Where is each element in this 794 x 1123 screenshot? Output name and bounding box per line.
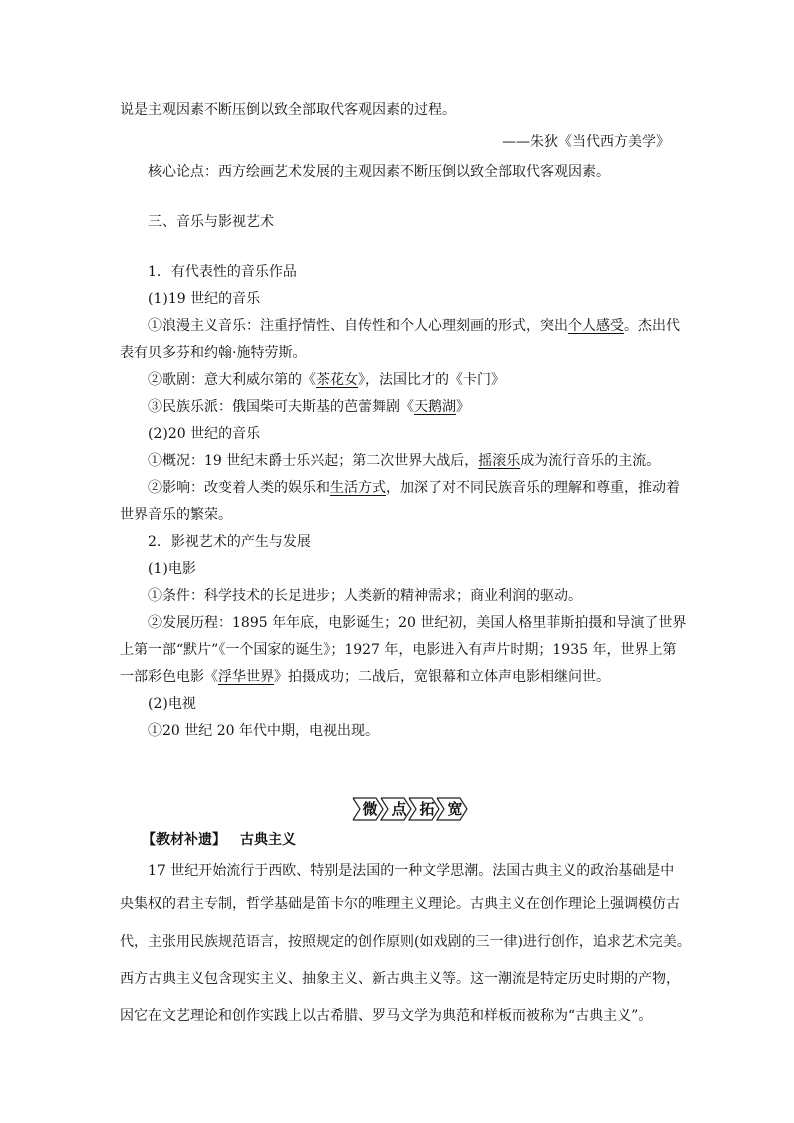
- supplement-line-3: 代，主张用民族规范语言，按照规定的创作原则(如戏剧的三一律)进行创作，追求艺术完美。: [120, 934, 691, 950]
- opera-text: ②歌剧：意大利威尔第的《: [148, 372, 316, 388]
- romantic-line: [148, 316, 680, 336]
- banner-char-4: 宽: [447, 800, 463, 818]
- overview-line: [148, 451, 660, 471]
- opera-key-term: 茶花女: [316, 372, 358, 388]
- national-line: [148, 397, 470, 417]
- movie-conditions: ①条件：科学技术的长足进步；人类新的精神需求；商业利润的驱动。: [148, 588, 582, 604]
- continuation-text: 说是主观因素不断压倒以致全部取代客观因素的过程。: [120, 102, 456, 118]
- national-text-end: 》: [456, 399, 470, 415]
- supplement-label: 【教材补遗】: [142, 832, 226, 848]
- movie-history-line-2: 上第一部“默片”《一个国家的诞生》；1927 年，电影进入有声片时期；1935 年，世界上第: [120, 642, 677, 658]
- tv-line: ①20 世纪 20 年代中期，电视出现。: [148, 723, 379, 739]
- supplement-line-1: 17 世纪开始流行于西欧、特别是法国的一种文学思潮。法国古典主义的政治基础是中: [148, 863, 675, 879]
- c19-heading: (1)19 世纪的音乐: [148, 291, 261, 307]
- impact-line-2: 世界音乐的繁荣。: [120, 507, 232, 523]
- attribution: ——朱狄《当代西方美学》: [502, 134, 670, 150]
- c20-heading: (2)20 世纪的音乐: [148, 426, 261, 442]
- section-heading: 三、音乐与影视艺术: [148, 214, 274, 230]
- section-banner: [352, 796, 470, 822]
- movie-history-line-1: ②发展历程：1895 年年底，电影诞生；20 世纪初，美国人格里菲斯拍摄和导演了世界: [148, 615, 687, 631]
- romantic-text: ①浪漫主义音乐：注重抒情性、自传性和个人心理刻画的形式，突出: [148, 318, 568, 334]
- impact-key-term: 生活方式: [330, 480, 386, 496]
- music-heading: 1．有代表性的音乐作品: [148, 264, 297, 280]
- overview-text-end: 成为流行音乐的主流。: [520, 453, 661, 469]
- national-key-term: 天鹅湖: [414, 399, 456, 415]
- banner-char-1: 微: [362, 800, 378, 818]
- romantic-key-term: 个人感受: [568, 318, 624, 334]
- romantic-text-end: 。杰出代: [624, 318, 680, 334]
- movie-history-line-3: [120, 667, 610, 687]
- banner-char-2: 点: [391, 800, 407, 818]
- movie-heading: (1)电影: [148, 561, 196, 577]
- romantic-line-2: 表有贝多芬和约翰·施特劳斯。: [120, 345, 307, 361]
- impact-text-end: ，加深了对不同民族音乐的理解和尊重，推动着: [386, 480, 680, 496]
- supplement-line-2: 央集权的君主专制，哲学基础是笛卡尔的唯理主义理论。古典主义在创作理论上强调模仿古: [120, 896, 680, 912]
- impact-line: [148, 478, 680, 498]
- banner-char-3: 拓: [419, 800, 435, 818]
- core-point: 核心论点：西方绘画艺术发展的主观因素不断压倒以致全部取代客观因素。: [148, 164, 610, 180]
- history-key-term: 浮华世界: [218, 669, 274, 685]
- history-text: 一部彩色电影《: [120, 669, 218, 685]
- film-heading: 2．影视艺术的产生与发展: [148, 534, 311, 550]
- impact-text: ②影响：改变着人类的娱乐和: [148, 480, 330, 496]
- overview-key-term: 摇滚乐: [478, 453, 521, 469]
- history-text-end: 》拍摄成功；二战后，宽银幕和立体声电影相继问世。: [274, 669, 610, 685]
- supplement-heading: [142, 830, 296, 850]
- opera-text-end: 》，法国比才的《卡门》: [358, 372, 505, 388]
- national-text: ③民族乐派：俄国柴可夫斯基的芭蕾舞剧《: [148, 399, 414, 415]
- supplement-title: 古典主义: [240, 832, 296, 848]
- supplement-line-5: 因它在文艺理论和创作实践上以古希腊、罗马文学为典范和样板而被称为“古典主义”。: [120, 1008, 653, 1024]
- supplement-line-4: 西方古典主义包含现实主义、抽象主义、新古典主义等。这一潮流是特定历史时期的产物，: [120, 971, 680, 987]
- opera-line: [148, 370, 505, 390]
- overview-text: ①概况：19 世纪末爵士乐兴起；第二次世界大战后，: [148, 453, 479, 469]
- tv-heading: (2)电视: [148, 696, 196, 712]
